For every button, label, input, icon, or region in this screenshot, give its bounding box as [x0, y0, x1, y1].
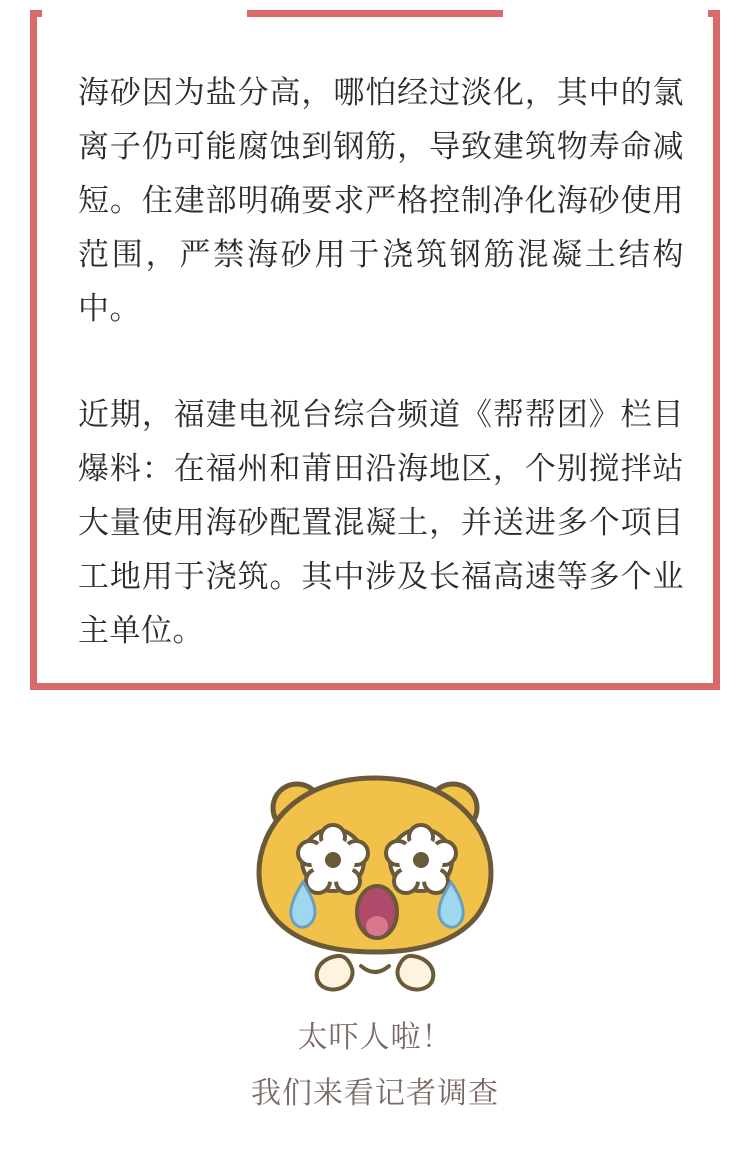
paragraph-2: 近期，福建电视台综合频道《帮帮团》栏目爆料：在福州和莆田沿海地区，个别搅拌站大量使用海砂配置混凝土，并送进多个项目工地用于浇筑。其中涉及长福高速等多个业主单位。 [78, 397, 684, 649]
frame-notch-left [42, 7, 247, 21]
caption-line-2: 我们来看记者调查 [251, 1076, 499, 1111]
caption-block [0, 1010, 750, 1122]
paragraph-1: 海砂因为盐分高，哪怕经过淡化，其中的氯离子仍可能腐蚀到钢筋，导致建筑物寿命减短。住建部明确要求严格控制净化海砂使用范围，严禁海砂用于浇筑钢筋混凝土结构中。 [78, 75, 684, 327]
quote-text-body [78, 66, 684, 660]
quote-frame [30, 10, 720, 690]
crying-shocked-bear-emoji [0, 760, 750, 1005]
frame-notch-right [503, 7, 708, 21]
caption-line-1: 太吓人啦！ [297, 1020, 453, 1055]
